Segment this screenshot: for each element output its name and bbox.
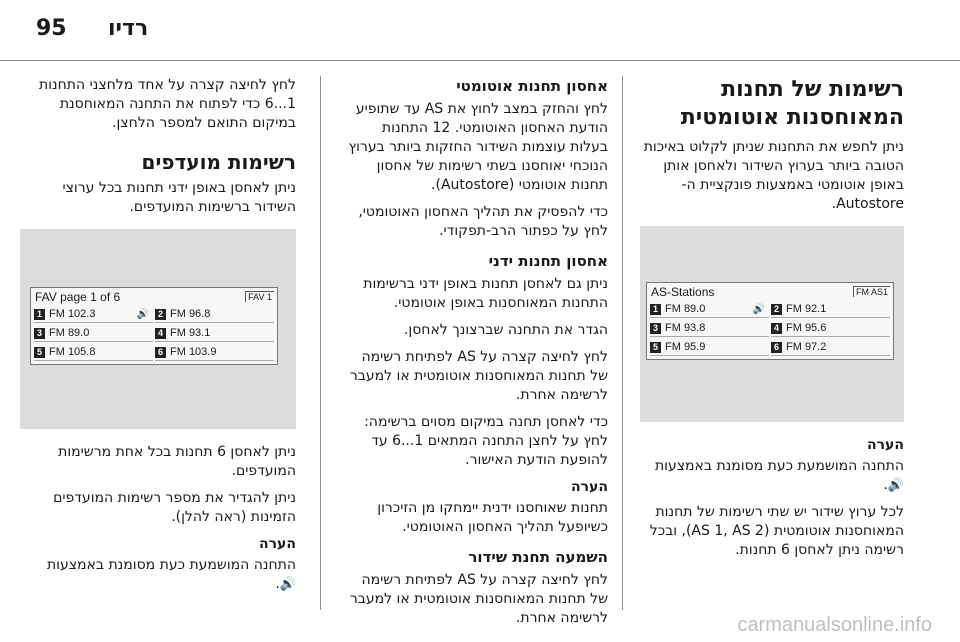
speaker-icon: 🔊 <box>136 308 149 320</box>
as-intro-text: ניתן לחפש את התחנות שניתן לקלוט באיכות הטובה ביותר בערוץ השידור ולאחסן אותן באופן אוטומטי באמצעות פונקציית ה-Autostore. <box>643 139 904 212</box>
station-number: 4 <box>771 323 782 334</box>
column-divider-right <box>622 76 623 610</box>
note-text: תחנות שאוחסנו ידנית יימחקו מן הזיכרון כשיופעל תהליך האחסון האוטומטי. <box>377 500 608 535</box>
column-left <box>32 76 296 602</box>
watermark: carmanualsonline.info <box>737 614 932 636</box>
station-number: 4 <box>155 328 166 339</box>
station-label: FM 89.0 <box>49 327 90 339</box>
speaker-icon: 🔊 <box>752 303 765 315</box>
play-station-heading: השמעה תחנת שידור <box>468 548 608 566</box>
section-title: רדיו <box>108 16 149 41</box>
favourites-intro-text: ניתן לאחסן באופן ידני תחנות בכל ערוצי השידור ברשימות המועדפים. <box>62 180 296 215</box>
station-cell-1 <box>34 306 153 323</box>
station-grid <box>650 301 890 356</box>
manual-store-step-2: לחץ לחיצה קצרה על AS לפתיחת רשימה של תחנות המאוחסנות אוטומטית או למעבר לרשימה אחרת. <box>349 349 608 403</box>
note-label: הערה <box>867 437 904 453</box>
station-number: 6 <box>155 347 166 358</box>
station-cell-2 <box>155 306 274 323</box>
autostore-heading: אחסון תחנות אוטומטי <box>456 77 608 95</box>
station-cell-4 <box>155 325 274 342</box>
station-label: FM 93.1 <box>170 327 211 339</box>
manual-store-text: ניתן גם לאחסן תחנות באופן ידני ברשימות התחנות המאוחסנות באופן אוטומטי. <box>363 276 608 311</box>
manual-store-step-3: כדי לאחסן תחנה במיקום מסוים ברשימה: לחץ על לחצן התחנה המתאים 1...6 עד להופעת הודעת האישור. <box>364 414 608 468</box>
as-lists-text: לכל ערוץ שידור יש שתי רשימות של תחנות המאוחסנות אוטומטית (AS 1, AS 2), ובכל רשימה ניתן לאחסן 6 תחנות. <box>649 504 904 558</box>
column-divider-left <box>320 76 321 610</box>
station-cell-2 <box>771 301 890 318</box>
autostore-text: לחץ והחזק במצב לחוץ את AS עד שתופיע הודעת האחסון האוטומטי. 12 התחנות בעלות עוצמות השידור החזקות ביותר בערוץ הנוכחי יאוחסנו בשתי רשימות של אחסון תחנות אוטומטי (Autostore). <box>348 101 608 193</box>
note-text: התחנה המושמעת כעת מסומנת באמצעות 🔊. <box>46 557 296 592</box>
favourites-count-text: ניתן לאחסן 6 תחנות בכל אחת מרשימות המועדפים. <box>58 444 296 479</box>
station-label: FM 92.1 <box>786 303 827 315</box>
station-cell-1 <box>650 301 769 318</box>
station-label: FM 103.9 <box>170 346 217 358</box>
screen-tag: FM AS1 <box>853 286 890 297</box>
station-cell-3 <box>650 320 769 337</box>
manual-store-heading: אחסון תחנות ידני <box>488 252 608 270</box>
as-stations-illustration <box>640 226 904 422</box>
screen-tag: FAV 1 <box>245 291 274 302</box>
station-cell-4 <box>771 320 890 337</box>
page-header <box>0 0 960 64</box>
station-number: 6 <box>771 342 782 353</box>
manual-store-step-1: הגדר את התחנה שברצונך לאחסן. <box>403 322 608 338</box>
page-number: 95 <box>36 16 67 41</box>
station-label: FM 95.9 <box>665 341 706 353</box>
station-cell-3 <box>34 325 153 342</box>
station-number: 2 <box>771 304 782 315</box>
favourites-illustration <box>20 229 296 429</box>
header-divider <box>0 60 960 61</box>
station-number: 3 <box>34 328 45 339</box>
station-cell-5 <box>650 339 769 356</box>
note-label: הערה <box>571 479 608 495</box>
station-label: FM 97.2 <box>786 341 827 353</box>
station-number: 5 <box>650 342 661 353</box>
favourites-screen <box>30 287 278 365</box>
speaker-icon: 🔊 <box>887 478 904 493</box>
station-grid <box>34 306 274 361</box>
favourites-config-text: ניתן להגדיר את מספר רשימות המועדפים הזמינות (ראה להלן). <box>53 490 296 525</box>
station-label: FM 105.8 <box>49 346 96 358</box>
station-label: FM 93.8 <box>665 322 706 334</box>
note-text: התחנה המושמעת כעת מסומנת באמצעות 🔊. <box>654 458 904 493</box>
station-cell-6 <box>771 339 890 356</box>
station-cell-5 <box>34 344 153 361</box>
autostore-stop-text: כדי להפסיק את תהליך האחסון האוטומטי, לחץ על כפתור הרב-תפקודי. <box>358 204 608 239</box>
station-cell-6 <box>155 344 274 361</box>
station-number: 3 <box>650 323 661 334</box>
station-label: FM 89.0 <box>665 303 706 315</box>
screen-title: AS-Stations <box>651 285 715 299</box>
favourites-title: רשימות מועדפים <box>141 150 296 174</box>
station-label: FM 96.8 <box>170 308 211 320</box>
screen-title: FAV page 1 of 6 <box>35 290 121 304</box>
column-right <box>640 76 904 568</box>
as-lists-title: רשימות של תחנות המאוחסנות אוטומטית <box>680 77 904 130</box>
column-middle <box>344 76 608 636</box>
station-label: FM 102.3 <box>49 308 96 320</box>
station-number: 1 <box>34 309 45 320</box>
station-number: 1 <box>650 304 661 315</box>
as-stations-screen <box>646 282 894 360</box>
station-number: 5 <box>34 347 45 358</box>
speaker-icon: 🔊 <box>279 577 296 592</box>
play-station-text: לחץ לחיצה קצרה על AS לפתיחת רשימה של תחנות המאוחסנות אוטומטית או למעבר לרשימה אחרת. <box>349 572 608 626</box>
note-label: הערה <box>259 536 296 552</box>
station-number: 2 <box>155 309 166 320</box>
station-button-text: לחץ לחיצה קצרה על אחד מלחצני התחנות 1...6 כדי לפתוח את התחנה המאוחסנת במיקום התואם למספר הלחצן. <box>39 77 296 131</box>
station-label: FM 95.6 <box>786 322 827 334</box>
